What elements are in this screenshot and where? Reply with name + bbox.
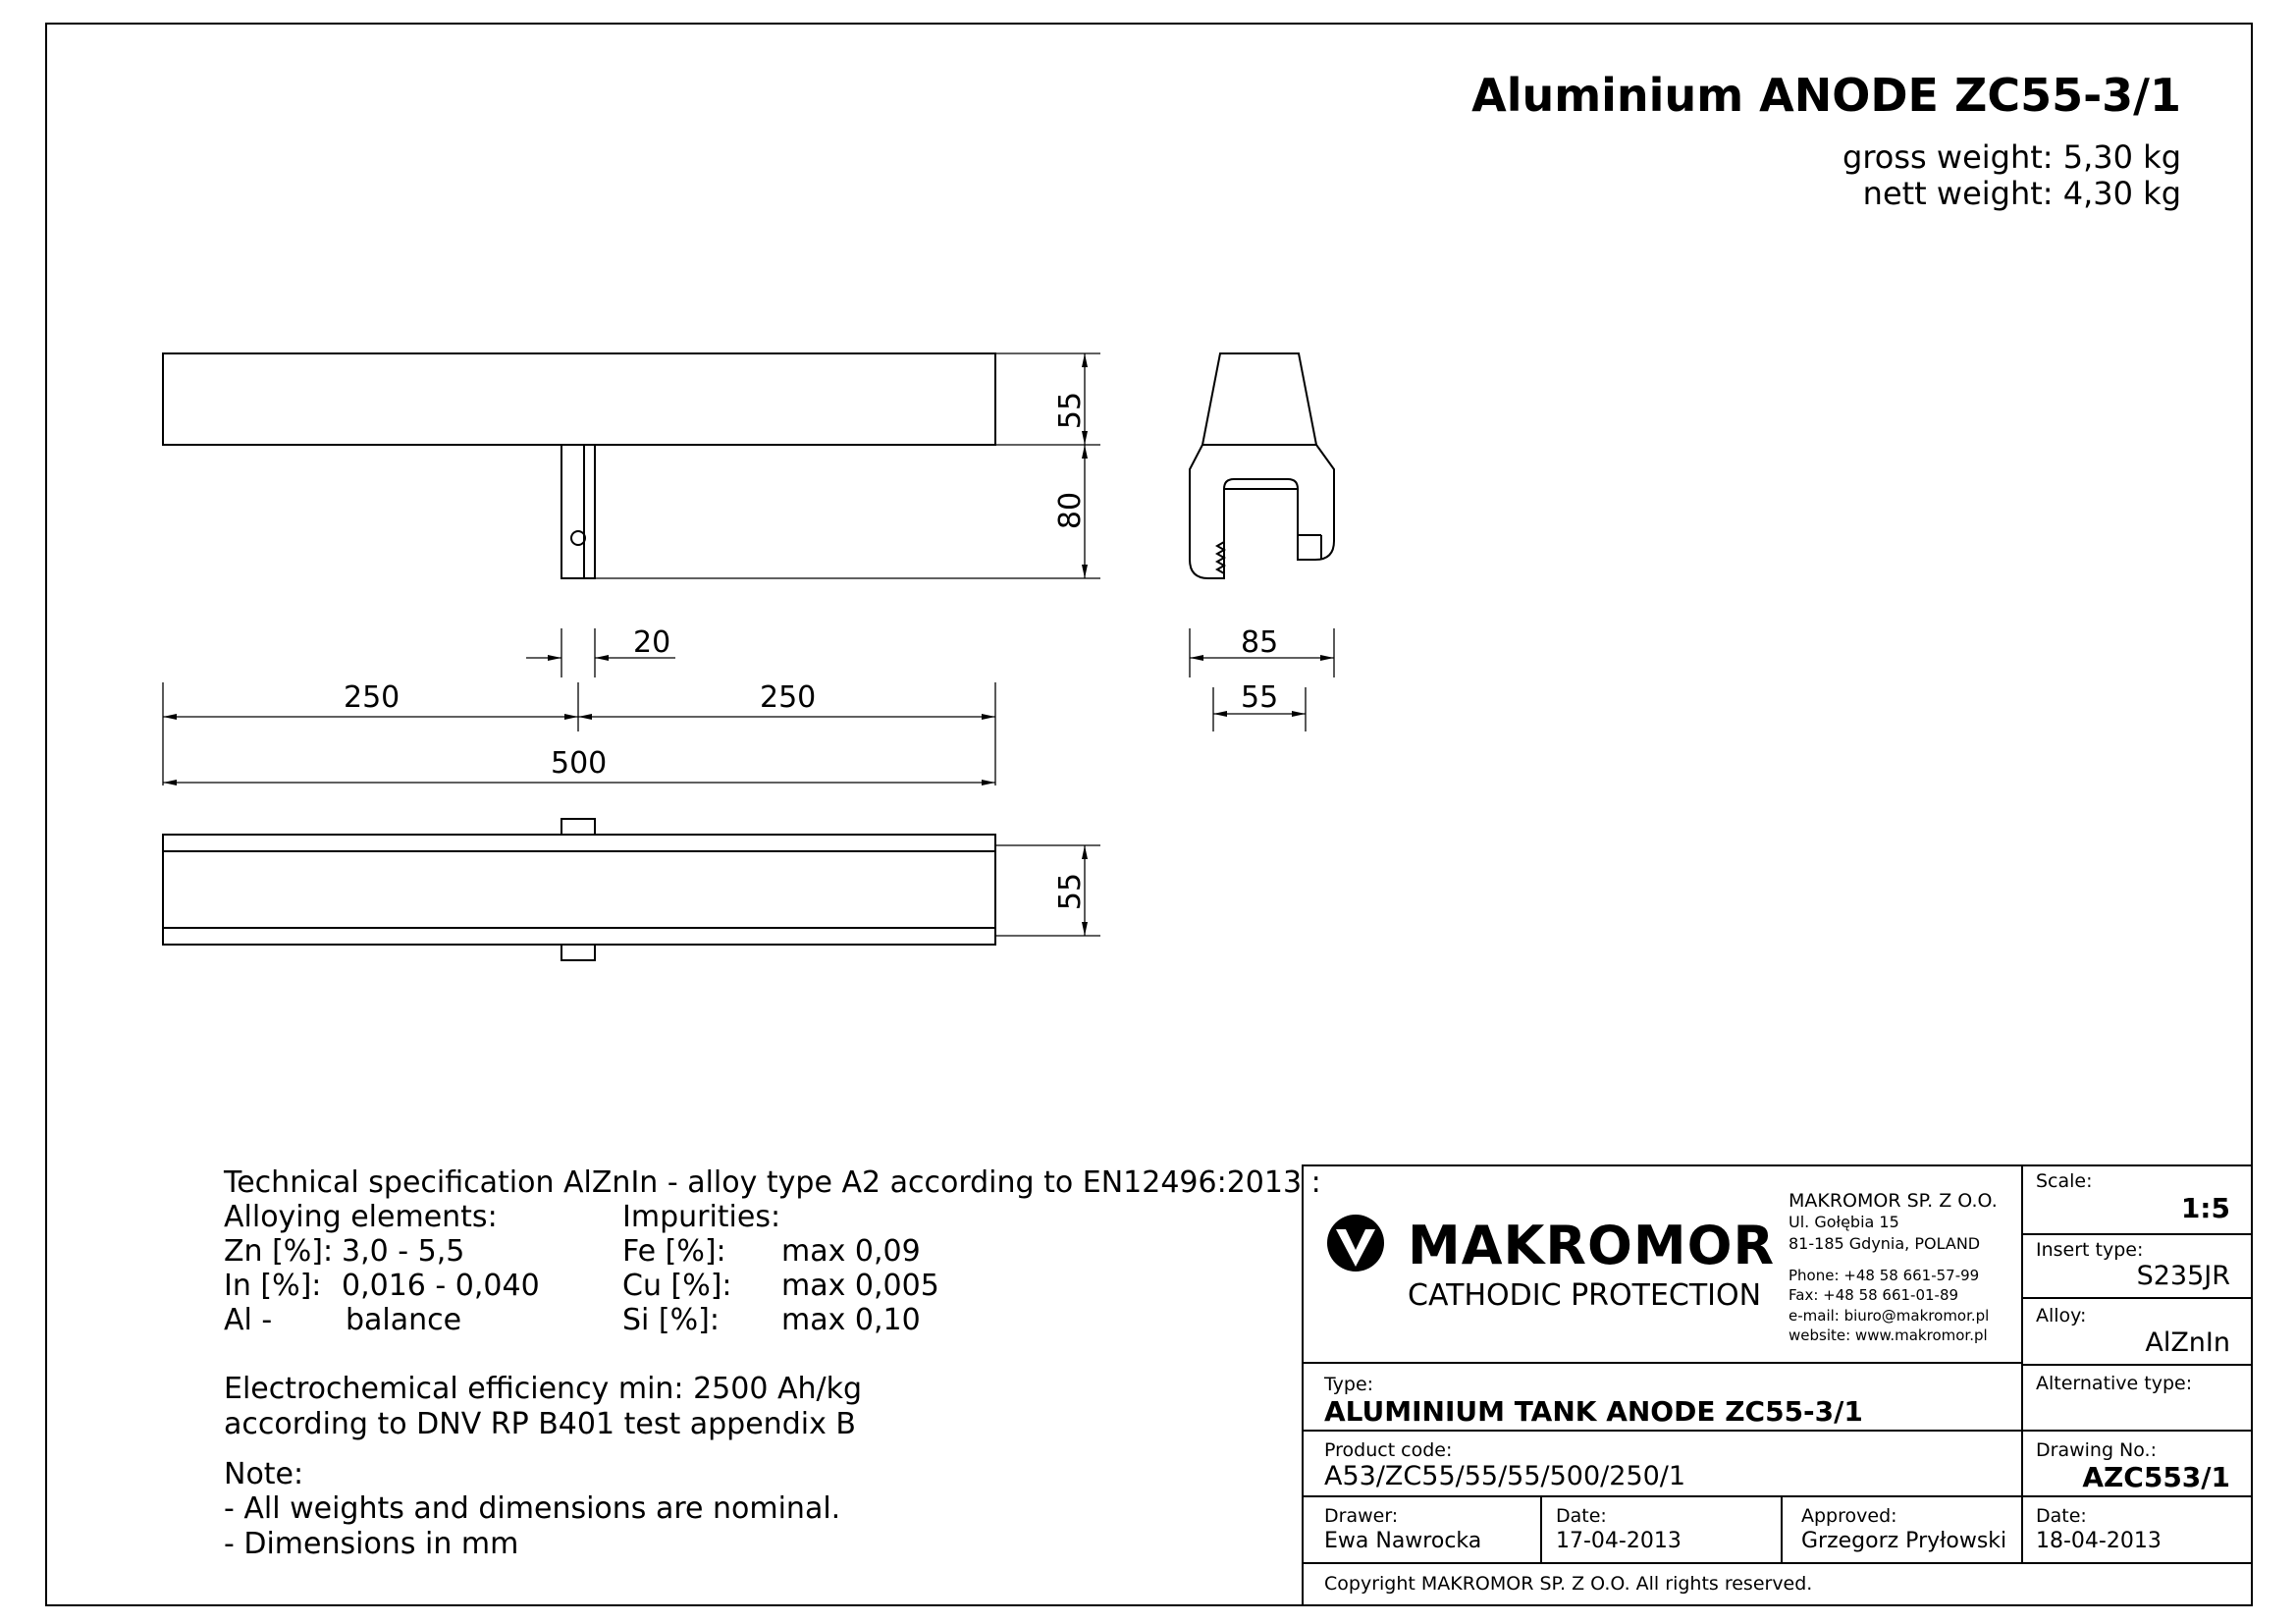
copyright: Copyright MAKROMOR SP. Z O.O. All rights reserved.	[1324, 1573, 1813, 1595]
alloy-label: Alloy:	[2036, 1305, 2087, 1326]
product-code-label: Product code:	[1324, 1439, 1453, 1461]
scale-value: 1:5	[2180, 1192, 2230, 1224]
dim-250-right: 250	[760, 680, 817, 715]
alloy-value: 0,016 - 0,040	[342, 1269, 540, 1303]
note-heading: Note:	[224, 1457, 304, 1491]
dim-55-top-view: 55	[1053, 872, 1089, 911]
company-email: e-mail: biuro@makromor.pl	[1789, 1307, 1990, 1325]
dim-55-side: 55	[1053, 391, 1089, 430]
approved-value: Grzegorz Pryłowski	[1801, 1529, 2007, 1553]
alloy-value: 3,0 - 5,5	[342, 1234, 465, 1269]
insert-type-label: Insert type:	[2036, 1239, 2144, 1261]
impurities-heading: Impurities:	[622, 1200, 781, 1234]
spec-heading: Technical specification AlZnIn - alloy type A2 according to EN12496:2013 :	[224, 1165, 1321, 1200]
insert-type-value: S235JR	[2136, 1261, 2230, 1291]
dim-55-end: 55	[1241, 680, 1279, 715]
company-street: Ul. Gołębia 15	[1789, 1213, 1899, 1231]
company-name: MAKROMOR SP. Z O.O.	[1789, 1190, 1998, 1212]
alloy-value: balance	[346, 1303, 462, 1337]
dim-20: 20	[633, 625, 671, 660]
impurity-value: max 0,10	[781, 1303, 921, 1337]
drawing-no-value: AZC553/1	[2082, 1461, 2230, 1493]
drawer-value: Ewa Nawrocka	[1324, 1529, 1482, 1553]
drawer-label: Drawer:	[1324, 1505, 1399, 1527]
top-view	[163, 819, 995, 960]
gross-weight: gross weight: 5,30 kg	[1842, 138, 2181, 176]
end-view	[1190, 353, 1334, 578]
type-value: ALUMINIUM TANK ANODE ZC55-3/1	[1324, 1395, 1863, 1428]
sheet-border	[46, 24, 2252, 1605]
date2-value: 18-04-2013	[2036, 1529, 2162, 1553]
alloy-element: Zn [%]:	[224, 1234, 334, 1269]
company-phone: Phone: +48 58 661-57-99	[1789, 1267, 1980, 1284]
nett-weight: nett weight: 4,30 kg	[1862, 175, 2181, 212]
impurity-value: max 0,09	[781, 1234, 921, 1269]
efficiency-line-2: according to DNV RP B401 test appendix B	[224, 1407, 856, 1441]
impurity-element: Fe [%]:	[622, 1234, 726, 1269]
type-label: Type:	[1324, 1374, 1374, 1395]
efficiency-line-1: Electrochemical efficiency min: 2500 Ah/kg	[224, 1372, 863, 1406]
front-view	[163, 353, 995, 578]
company-fax: Fax: +48 58 661-01-89	[1789, 1286, 1959, 1304]
date-value: 17-04-2013	[1556, 1529, 1682, 1553]
drawing-no-label: Drawing No.:	[2036, 1439, 2157, 1461]
dim-85: 85	[1241, 625, 1279, 660]
alloy-element: In [%]:	[224, 1269, 322, 1303]
impurity-element: Si [%]:	[622, 1303, 720, 1337]
alloy-value: AlZnIn	[2145, 1327, 2230, 1358]
date-label: Date:	[1556, 1505, 1607, 1527]
dim-80-side: 80	[1053, 491, 1089, 530]
note-item: - Dimensions in mm	[224, 1527, 519, 1561]
impurity-value: max 0,005	[781, 1269, 939, 1303]
alloying-heading: Alloying elements:	[224, 1200, 498, 1234]
company-website: website: www.makromor.pl	[1789, 1326, 1988, 1344]
note-item: - All weights and dimensions are nominal.	[224, 1491, 841, 1526]
dim-250-left: 250	[344, 680, 400, 715]
logo-wordmark: MAKROMOR	[1408, 1215, 1776, 1276]
dim-500: 500	[551, 746, 608, 781]
alternative-type-label: Alternative type:	[2036, 1373, 2193, 1394]
impurity-element: Cu [%]:	[622, 1269, 732, 1303]
scale-label: Scale:	[2036, 1170, 2093, 1192]
drawing-title: Aluminium ANODE ZC55-3/1	[1471, 69, 2181, 122]
approved-label: Approved:	[1801, 1505, 1897, 1527]
company-city: 81-185 Gdynia, POLAND	[1789, 1234, 1981, 1253]
logo-subtitle: CATHODIC PROTECTION	[1408, 1278, 1762, 1313]
product-code-value: A53/ZC55/55/55/500/250/1	[1324, 1461, 1686, 1491]
date2-label: Date:	[2036, 1505, 2087, 1527]
makromor-logo-icon	[1327, 1215, 1384, 1272]
front-vertical-dims	[595, 353, 1100, 578]
alloy-element: Al -	[224, 1303, 273, 1337]
